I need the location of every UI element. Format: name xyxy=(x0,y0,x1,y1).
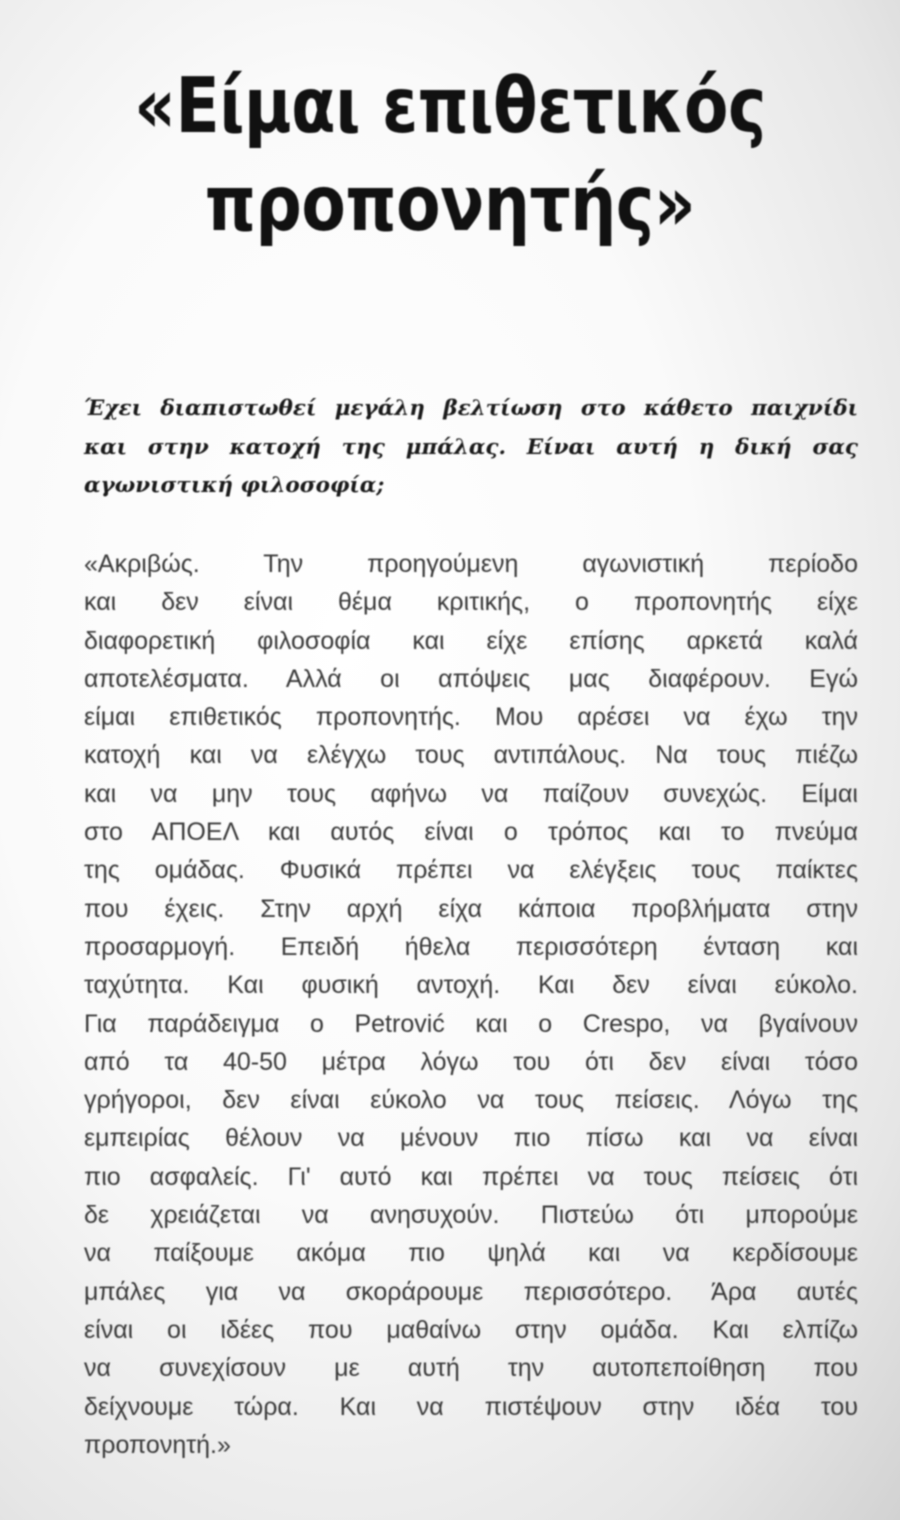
article-title xyxy=(106,58,795,254)
answer-line: να παίξουμε ακόμα πιο ψηλά και να κερδίσουμε xyxy=(84,1239,858,1268)
answer-line: πιο ασφαλείς. Γι' αυτό και πρέπει να τους πείσεις ότι xyxy=(84,1162,858,1191)
question-line: αγωνιστική φιλοσοφία; xyxy=(84,473,385,498)
answer-line: δείχνουμε τώρα. Και να πιστέψουν στην ιδέα του xyxy=(84,1392,858,1421)
question-line: και στην κατοχή της μπάλας. Είναι αυτή η δική σας xyxy=(84,434,858,460)
answer-line: Για παράδειγμα ο Petrović και ο Crespo, να βγαίνουν xyxy=(84,1009,858,1038)
answer-line: δε χρειάζεται να ανησυχούν. Πιστεύω ότι μπορούμε xyxy=(84,1201,858,1230)
answer-line: μπάλες για να σκοράρουμε περισσότερο. Άρα αυτές xyxy=(84,1277,858,1306)
answer-line: να συνεχίσουν με αυτή την αυτοπεποίθηση που xyxy=(84,1354,858,1383)
answer-line: προπονητή.» xyxy=(84,1430,231,1459)
answer-line: εμπειρίας θέλουν να μένουν πιο πίσω και να είναι xyxy=(84,1124,858,1153)
answer-line: και να μην τους αφήνω να παίζουν συνεχώς. Είμαι xyxy=(84,779,858,808)
answer-line: διαφορετική φιλοσοφία και είχε επίσης αρκετά καλά xyxy=(84,626,858,655)
answer-line: από τα 40-50 μέτρα λόγω του ότι δεν είναι τόσο xyxy=(84,1047,858,1076)
answer-line: αποτελέσματα. Αλλά οι απόψεις μας διαφέρουν. Εγώ xyxy=(84,664,858,693)
answer-line: είναι οι ιδέες που μαθαίνω στην ομάδα. Και ελπίζω xyxy=(84,1315,858,1344)
answer-line: κατοχή και να ελέγχω τους αντιπάλους. Να τους πιέζω xyxy=(84,741,858,770)
answer-line: γρήγοροι, δεν είναι εύκολο να τους πείσεις. Λόγω της xyxy=(84,1086,858,1115)
title-line: προπονητής» xyxy=(204,160,696,249)
answer-line: που έχεις. Στην αρχή είχα κάποια προβλήματα στην xyxy=(84,894,858,923)
interview-answer xyxy=(84,545,858,1464)
answer-line: «Ακριβώς. Την προηγούμενη αγωνιστική περίοδο xyxy=(84,550,858,578)
answer-line: της ομάδας. Φυσικά πρέπει να ελέγξεις τους παίκτες xyxy=(84,856,858,885)
title-line: «Είμαι επιθετικός xyxy=(134,62,766,151)
interview-question xyxy=(84,390,858,506)
answer-line: στο ΑΠΟΕΛ και αυτός είναι ο τρόπος και το πνεύμα xyxy=(84,818,858,847)
answer-line: ταχύτητα. Και φυσική αντοχή. Και δεν είναι εύκολο. xyxy=(84,971,858,1000)
question-line: Έχει διαπιστωθεί μεγάλη βελτίωση στο κάθετο παιχνίδι xyxy=(84,396,858,421)
answer-line: προσαρμογή. Επειδή ήθελα περισσότερη ένταση και xyxy=(84,932,858,961)
answer-line: είμαι επιθετικός προπονητής. Μου αρέσει να έχω την xyxy=(84,703,858,732)
answer-line: και δεν είναι θέμα κριτικής, ο προπονητής είχε xyxy=(84,588,858,617)
